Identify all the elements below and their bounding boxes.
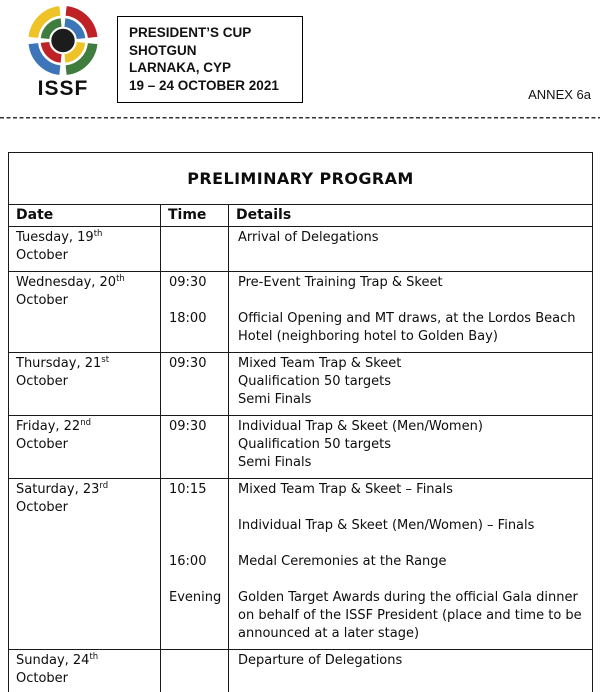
table-title-row — [9, 153, 593, 205]
detail-entry: Departure of Delegations — [238, 653, 403, 668]
date-ordinal: rd — [99, 481, 109, 491]
event-dates: 19 – 24 OCTOBER 2021 — [129, 77, 279, 93]
date-cell: Tuesday, 19th October — [9, 227, 161, 272]
program-row — [9, 272, 593, 353]
detail-entry: Golden Target Awards during the official Gala dinner on behalf of the ISSF President (place and time to be announced at a later stage) — [238, 590, 582, 641]
detail-entry: Mixed Team Trap & Skeet Qualification 50 targets Semi Finals — [238, 356, 402, 407]
time-cell — [161, 479, 229, 650]
time-entry: 09:30 — [169, 419, 207, 434]
program-row — [9, 650, 593, 692]
table-title: PRELIMINARY PROGRAM — [9, 153, 593, 205]
time-entry: 09:30 — [169, 356, 207, 371]
table-header-row — [9, 205, 593, 227]
time-entry: 18:00 — [169, 311, 207, 326]
time-cell — [161, 272, 229, 353]
detail-entry: Individual Trap & Skeet (Men/Women) Qualification 50 targets Semi Finals — [238, 419, 483, 470]
date-ordinal: nd — [80, 418, 92, 428]
issf-logo-label: ISSF — [37, 77, 89, 100]
date-ordinal: st — [101, 355, 110, 365]
event-discipline: SHOTGUN — [129, 42, 197, 58]
time-entry: 09:30 — [169, 275, 207, 290]
program-row — [9, 227, 593, 272]
date-cell: Wednesday, 20th October — [9, 272, 161, 353]
date-ordinal: th — [93, 229, 103, 239]
detail-entry: Arrival of Delegations — [238, 230, 379, 245]
column-header-date: Date — [9, 205, 161, 227]
date-cell: Thursday, 21st October — [9, 353, 161, 416]
details-cell — [229, 479, 593, 650]
issf-logo — [24, 5, 102, 101]
event-title: PRESIDENT’S CUP — [129, 25, 252, 40]
time-cell — [161, 353, 229, 416]
time-entry: Evening — [169, 590, 222, 605]
detail-entry: Official Opening and MT draws, at the Lordos Beach Hotel (neighboring hotel to Golden Bay) — [238, 311, 576, 344]
date-cell: Saturday, 23rd October — [9, 479, 161, 650]
time-entry: 10:15 — [169, 482, 207, 497]
time-entry — [169, 229, 222, 247]
time-cell — [161, 227, 229, 272]
date-cell: Sunday, 24th October — [9, 650, 161, 692]
details-cell — [229, 650, 593, 692]
details-cell — [229, 272, 593, 353]
time-cell — [161, 416, 229, 479]
details-cell — [229, 416, 593, 479]
program-row — [9, 416, 593, 479]
detail-entry: Individual Trap & Skeet (Men/Women) – Finals — [238, 518, 535, 533]
details-cell — [229, 227, 593, 272]
time-entry — [169, 517, 222, 535]
date-ordinal: th — [116, 274, 125, 284]
event-info-box — [117, 16, 303, 103]
detail-entry: Medal Ceremonies at the Range — [238, 554, 447, 569]
detail-entry: Mixed Team Trap & Skeet – Finals — [238, 482, 453, 497]
time-entry — [169, 652, 222, 670]
issf-target-icon — [26, 5, 100, 76]
annex-label: ANNEX 6a — [528, 87, 591, 102]
dashed-separator — [0, 117, 600, 119]
time-entry: 16:00 — [169, 554, 207, 569]
event-location: LARNAKA, CYP — [129, 60, 232, 75]
details-cell — [229, 353, 593, 416]
program-table-body — [9, 227, 593, 692]
time-cell — [161, 650, 229, 692]
column-header-time: Time — [161, 205, 229, 227]
column-header-details: Details — [229, 205, 593, 227]
program-table — [8, 152, 593, 692]
date-cell: Friday, 22nd October — [9, 416, 161, 479]
date-ordinal: th — [89, 652, 99, 662]
program-row — [9, 479, 593, 650]
detail-entry: Pre-Event Training Trap & Skeet — [238, 275, 443, 290]
program-row — [9, 353, 593, 416]
